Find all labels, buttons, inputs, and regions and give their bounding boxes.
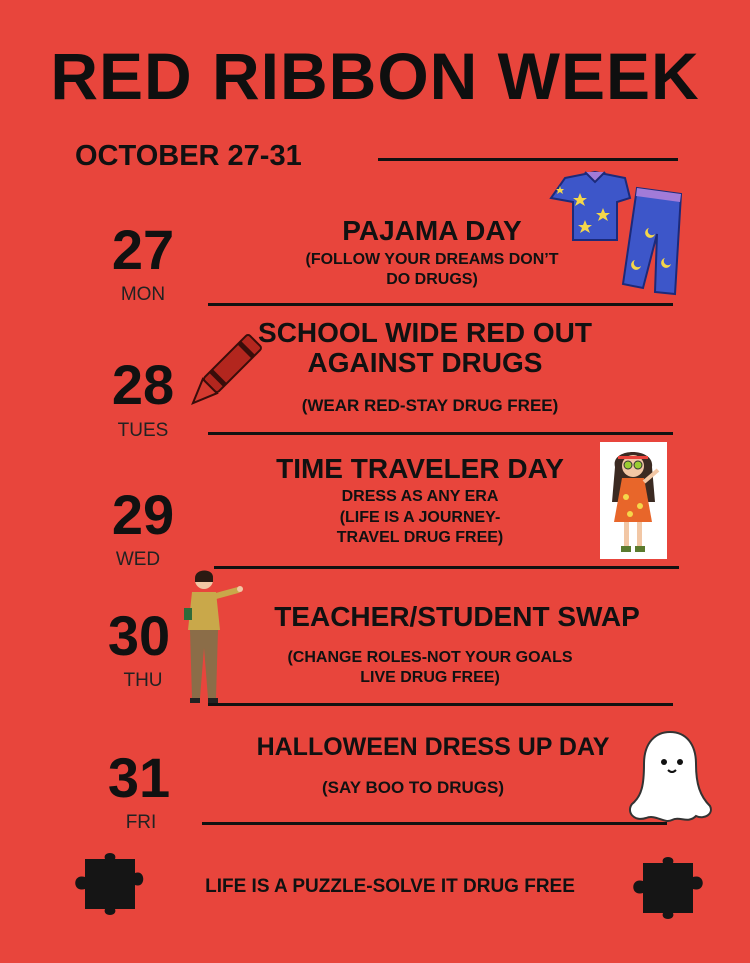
puzzle-piece-icon	[70, 851, 160, 916]
event-detail: (SAY BOO TO DRUGS)	[322, 778, 504, 797]
event-detail: (WEAR RED-STAY DRUG FREE)	[301, 396, 559, 415]
event-detail: DO DRUGS)	[386, 271, 478, 288]
day-number: 27	[111, 218, 175, 281]
day-divider	[208, 703, 673, 706]
day-number: 30	[107, 604, 171, 667]
event-title: TEACHER/STUDENT SWAP	[274, 601, 640, 632]
day-name: THU	[123, 670, 163, 691]
day-name: TUES	[117, 420, 169, 441]
day-number: 29	[111, 483, 175, 546]
event-title: SCHOOL WIDE RED OUT	[258, 317, 592, 348]
event-title: HALLOWEEN DRESS UP DAY	[256, 733, 610, 761]
hippie-girl-icon	[600, 442, 667, 559]
event-detail: LIVE DRUG FREE)	[360, 669, 500, 686]
day-name: FRI	[125, 812, 157, 833]
event-detail: TRAVEL DRUG FREE)	[336, 529, 504, 546]
date-range: OCTOBER 27-31	[75, 140, 302, 172]
event-detail: (LIFE IS A JOURNEY-	[339, 509, 501, 526]
day-name: WED	[115, 549, 161, 570]
pajamas-icon	[545, 168, 690, 298]
event-detail: (CHANGE ROLES-NOT YOUR GOALS	[287, 649, 573, 666]
puzzle-piece-icon	[628, 855, 720, 920]
event-detail: DRESS AS ANY ERA	[341, 488, 499, 505]
day-name: MON	[120, 284, 166, 305]
footer-slogan: LIFE IS A PUZZLE-SOLVE IT DRUG FREE	[205, 876, 575, 897]
date-divider	[378, 158, 678, 161]
event-title: TIME TRAVELER DAY	[276, 453, 564, 484]
day-divider	[208, 303, 673, 306]
day-number: 31	[107, 746, 171, 809]
day-divider	[208, 432, 673, 435]
event-title: AGAINST DRUGS	[307, 347, 543, 378]
event-title: PAJAMA DAY	[342, 215, 522, 246]
ghost-icon	[624, 730, 714, 825]
day-divider	[202, 822, 667, 825]
teacher-icon	[180, 568, 245, 708]
event-detail: (FOLLOW YOUR DREAMS DON’T	[305, 251, 559, 268]
page-title: RED RIBBON WEEK	[50, 39, 700, 113]
day-number: 28	[111, 353, 175, 416]
day-divider	[214, 566, 679, 569]
crayon-icon	[182, 330, 267, 415]
